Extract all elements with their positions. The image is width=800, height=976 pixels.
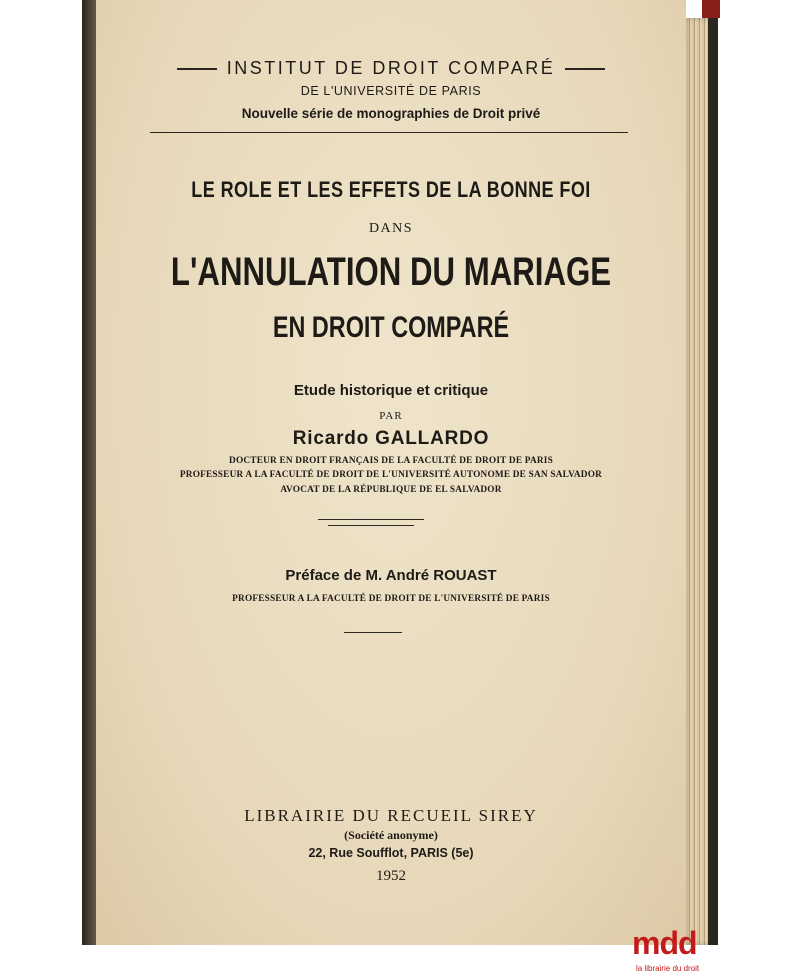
header-dash-right <box>565 68 605 70</box>
back-cover-edge <box>708 18 718 945</box>
author-name: Ricardo GALLARDO <box>292 428 490 449</box>
logo-tagline: la librairie du droit <box>636 964 700 973</box>
preface-line: Préface de M. André ROUAST <box>285 567 497 584</box>
logo-wordmark: mdd <box>632 925 697 961</box>
separator-rule <box>328 525 414 526</box>
cover-edge <box>702 0 720 18</box>
title-line-1: LE ROLE ET LES EFFETS DE LA BONNE FOI <box>191 177 591 202</box>
publication-year: 1952 <box>376 868 406 884</box>
par-label: PAR <box>379 410 403 422</box>
separator-rule <box>318 519 424 520</box>
universite-line: DE L'UNIVERSITÉ DE PARIS <box>300 84 482 98</box>
publisher-address: 22, Rue Soufflot, PARIS (5e) <box>308 846 474 860</box>
publisher-type: (Société anonyme) <box>344 828 438 842</box>
series-line: Nouvelle série de monographies de Droit privé <box>241 106 541 121</box>
separator-rule <box>344 632 402 633</box>
title-line-3: EN DROIT COMPARÉ <box>272 311 510 344</box>
author-qualification: AVOCAT DE LA RÉPUBLIQUE DE EL SALVADOR <box>280 485 502 495</box>
title-page <box>96 0 686 945</box>
preface-qualification: PROFESSEUR A LA FACULTÉ DE DROIT DE L'UNIVERSITÉ DE PARIS <box>232 594 550 604</box>
author-qualification: PROFESSEUR A LA FACULTÉ DE DROIT DE L'UNIVERSITÉ AUTONOME DE SAN SALVADOR <box>179 470 603 480</box>
header-dash-left <box>177 68 217 70</box>
header-rule <box>150 132 628 133</box>
title-dans: DANS <box>368 221 414 236</box>
institut-header <box>96 58 686 79</box>
institut-title: INSTITUT DE DROIT COMPARÉ <box>226 58 556 78</box>
title-line-2: L'ANNULATION DU MARIAGE <box>170 250 612 294</box>
subtitle: Etude historique et critique <box>293 382 489 399</box>
watermark-logo <box>632 926 722 976</box>
publisher-name: LIBRAIRIE DU RECUEIL SIREY <box>244 806 538 825</box>
author-qualification: DOCTEUR EN DROIT FRANÇAIS DE LA FACULTÉ DE DROIT DE PARIS <box>229 456 553 466</box>
